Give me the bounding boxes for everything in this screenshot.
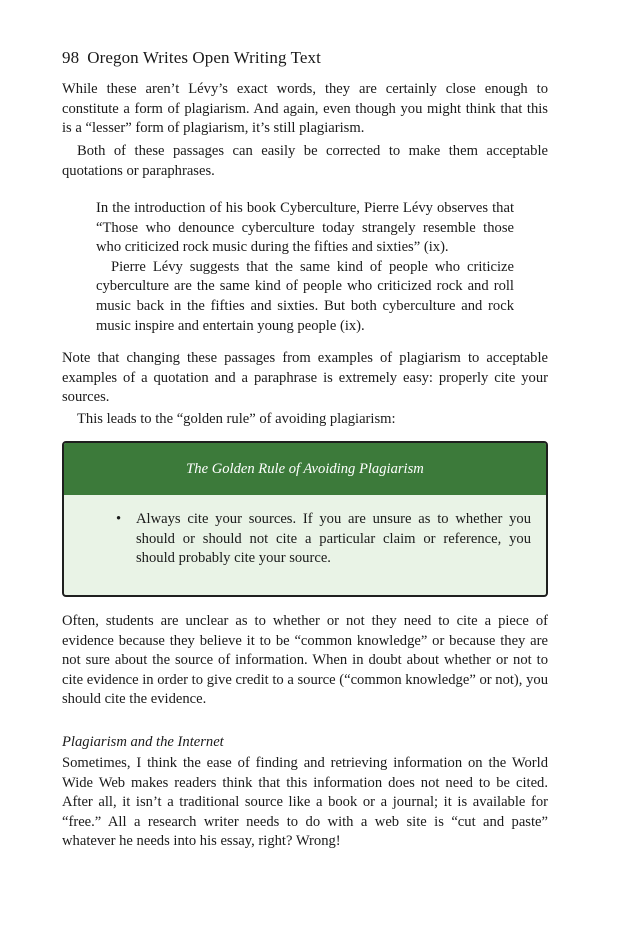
bullet-icon: • [116, 511, 122, 527]
running-head [62, 48, 321, 68]
paraphrase-example: Pierre Lévy suggests that the same kind of people who criticize cyberculture are the same kind of people who criticized rock and roll music back in the fifties and sixties. But both cyberculture and rock music inspire and entertain young people (ix). [96, 258, 514, 334]
paragraph-plagiarism-note: While these aren’t Lévy’s exact words, they are certainly close enough to constitute a form of plagiarism. And again, even though you might think that this is a “lesser” form of plagiarism, it’s still plagiarism. [62, 81, 548, 137]
paragraph-correction: Both of these passages can easily be corrected to make them acceptable quotations or paraphrases. [62, 143, 548, 179]
paragraph-cite-sources: Note that changing these passages from examples of plagiarism to acceptable examples of a quotation and a paraphrase is extremely easy: properly cite your sources. [62, 350, 548, 406]
list-item [116, 510, 531, 569]
golden-rule-list [116, 510, 531, 569]
book-title: Oregon Writes Open Writing Text [87, 48, 321, 67]
golden-rule-title: The Golden Rule of Avoiding Plagiarism [64, 443, 546, 495]
section-heading: Plagiarism and the Internet [62, 734, 224, 750]
paragraph-common-knowledge: Often, students are unclear as to whether or not they need to cite a piece of evidence because they believe it to be “common knowledge” or because they are not sure about the source of information. When in doubt about whether or not to cite evidence in order to give credit to a source (“common knowledge” or not), you should cite the evidence. [62, 613, 548, 708]
example-blockquote [96, 199, 514, 336]
paragraph-internet: Sometimes, I think the ease of finding and retrieving information on the World Wide Web makes readers think that this information does not need to be cited. After all, it isn’t a traditional source like a book or a journal; it is available for “free.” All a research writer needs to do with a web site is “cut and paste” whatever he needs into his essay, right? Wrong! [62, 755, 548, 850]
page-number: 98 [62, 48, 80, 67]
quotation-example: In the introduction of his book Cyberculture, Pierre Lévy observes that “Those who denounce cyberculture today strangely resemble those who criticized rock music during the fifties and sixties” (ix). [96, 200, 514, 256]
golden-rule-box [62, 441, 548, 597]
golden-rule-text: Always cite your sources. If you are unsure as to whether you should or should not cite a particular claim or reference, you should probably cite your source. [136, 511, 531, 567]
paragraph-golden-rule-intro: This leads to the “golden rule” of avoiding plagiarism: [77, 411, 396, 427]
